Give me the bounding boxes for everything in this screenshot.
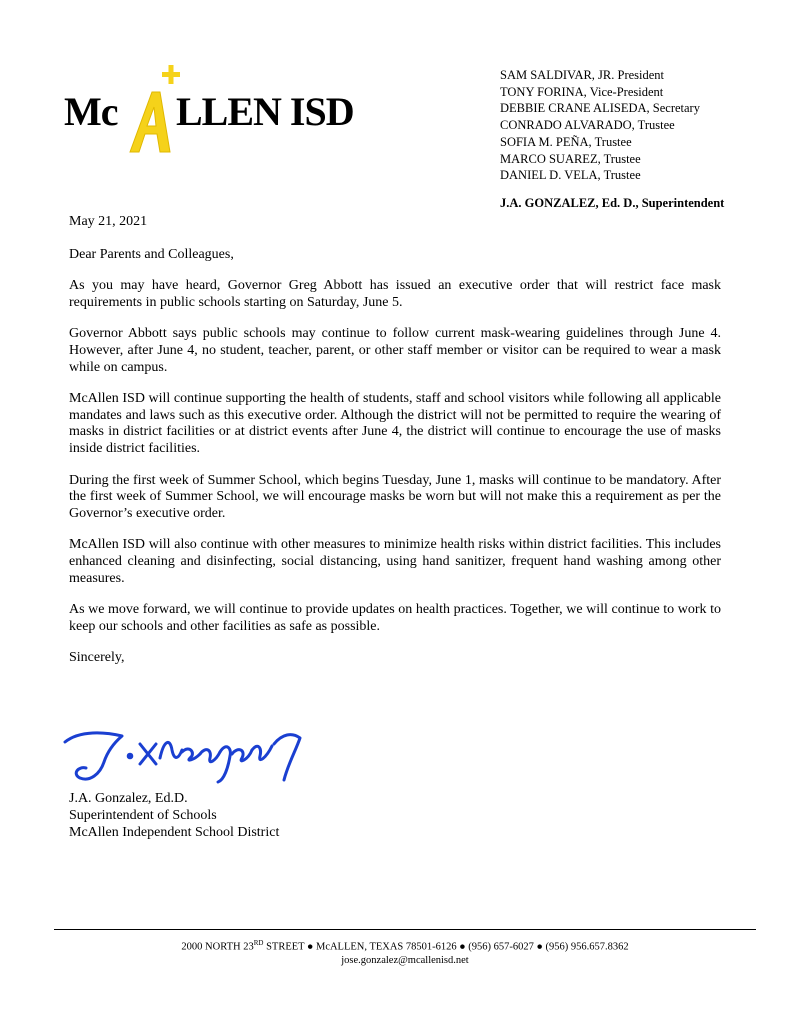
paragraph: As you may have heard, Governor Greg Abbott has issued an executive order that will restrict face mask requirements in public schools starting on Saturday, June 5. [69,278,721,310]
board-member: CONRADO ALVARADO, Trustee [500,118,675,133]
logo-mc: Mc [64,89,118,134]
footer-address: 2000 NORTH 23RD STREET ● McALLEN, TEXAS 78501-6126 ● (956) 657-6027 ● (956) 956.657.8362 [181,939,629,953]
logo-rest: LLEN ISD [176,89,354,134]
district-logo [64,62,384,162]
board-member: MARCO SUAREZ, Trustee [500,151,641,166]
signature-image [60,720,320,790]
paragraph: During the first week of Summer School, which begins Tuesday, June 1, masks will continue to be mandatory. After the first week of Summer School, we will encourage masks be worn but will not make this a requirement as per the Governor’s executive order. [69,472,721,521]
signature-block [69,790,279,841]
letter-body [69,214,721,682]
footer-divider [54,929,756,930]
board-member: DANIEL D. VELA, Trustee [500,168,641,183]
signer-title: Superintendent of Schools [69,808,217,823]
board-member: SOFIA M. PEÑA, Trustee [500,134,632,149]
board-member: DEBBIE CRANE ALISEDA, Secretary [500,101,700,116]
signer-org: McAllen Independent School District [69,825,280,840]
board-member: SAM SALDIVAR, JR. President [500,68,665,82]
footer [54,937,756,967]
board-member: TONY FORINA, Vice-President [500,84,664,99]
paragraph: Governor Abbott says public schools may continue to follow current mask-wearing guidelines through June 4. However, after June 4, no student, teacher, parent, or other staff member or visitor can be required to wear a mask while on campus. [69,326,721,375]
signer-name: J.A. Gonzalez, Ed.D. [69,791,188,806]
board-list [500,67,760,184]
closing: Sincerely, [69,650,125,666]
paragraph: McAllen ISD will also continue with other measures to minimize health risks within district facilities. This includes enhanced cleaning and disinfecting, social distancing, using hand sanitizer, frequent hand washing among other measures. [69,537,721,586]
salutation: Dear Parents and Colleagues, [69,246,234,262]
footer-email[interactable]: jose.gonzalez@mcallenisd.net [341,954,469,966]
superintendent-line: J.A. GONZALEZ, Ed. D., Superintendent [500,196,725,210]
paragraph: As we move forward, we will continue to provide updates on health practices. Together, we will continue to work to keep our schools and other facilities as safe as possible. [69,602,721,634]
letter-date: May 21, 2021 [69,214,148,229]
paragraph: McAllen ISD will continue supporting the health of students, staff and school visitors while following all applicable mandates and laws such as this executive order. Although the district will not be permitted to require the wearing of masks in district facilities or at district events after June 4, the district will continue to encourage the use of masks inside district facilities. [69,391,721,456]
